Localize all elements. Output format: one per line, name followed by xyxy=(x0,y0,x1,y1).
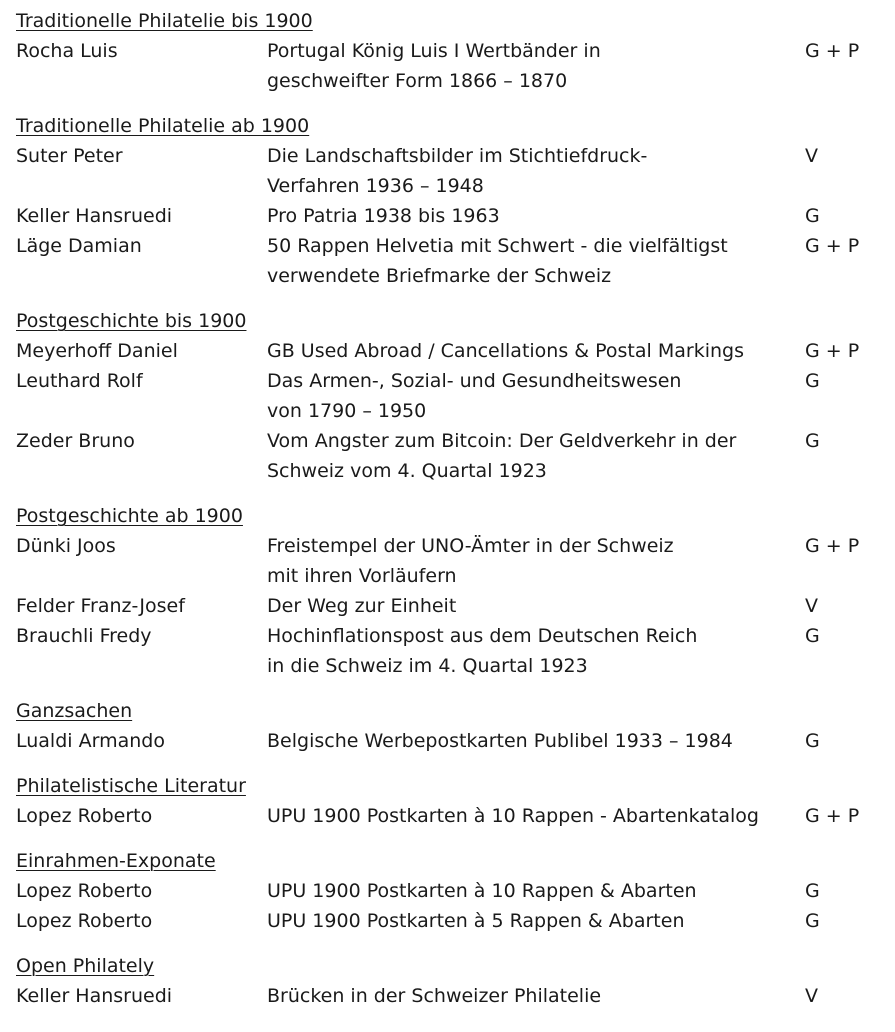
exhibitor-name: Keller Hansruedi xyxy=(16,985,173,1007)
award-code: G xyxy=(805,205,820,227)
exhibitor-name: Suter Peter xyxy=(16,145,123,167)
section-heading: Ganzsachen xyxy=(16,700,133,722)
exhibit-title xyxy=(267,726,805,756)
award-code: V xyxy=(805,985,818,1007)
section xyxy=(16,771,886,831)
award-code: G xyxy=(805,430,820,452)
exhibitor-name: Lopez Roberto xyxy=(16,805,153,827)
exhibitor-name: Leuthard Rolf xyxy=(16,370,143,392)
exhibit-title xyxy=(267,591,805,621)
award-code: G xyxy=(805,625,820,647)
exhibit-title-line: Portugal König Luis I Wertbänder in xyxy=(267,40,601,62)
section-heading: Traditionelle Philatelie ab 1900 xyxy=(16,115,310,137)
exhibit-title-line: Verfahren 1936 – 1948 xyxy=(267,175,484,197)
exhibit-title-line: Die Landschaftsbilder im Stichtiefdruck- xyxy=(267,145,648,167)
section xyxy=(16,6,886,96)
exhibit-title-line: UPU 1900 Postkarten à 10 Rappen - Abartenkatalog xyxy=(267,805,759,827)
section-heading: Philatelistische Literatur xyxy=(16,775,246,797)
exhibit-title xyxy=(267,621,805,681)
exhibit-entry xyxy=(16,981,886,1011)
exhibitor-name: Keller Hansruedi xyxy=(16,205,173,227)
exhibit-entry xyxy=(16,531,886,591)
section-heading: Open Philately xyxy=(16,955,155,977)
exhibitor-name: Dünki Joos xyxy=(16,535,116,557)
section-heading: Postgeschichte bis 1900 xyxy=(16,310,247,332)
section-heading: Postgeschichte ab 1900 xyxy=(16,505,243,527)
exhibitor-name: Lopez Roberto xyxy=(16,910,153,932)
award-code: G + P xyxy=(805,235,860,257)
exhibit-entry xyxy=(16,141,886,201)
exhibit-title-line: Pro Patria 1938 bis 1963 xyxy=(267,205,500,227)
exhibit-title xyxy=(267,141,805,201)
exhibit-title-line: Belgische Werbepostkarten Publibel 1933 – 1984 xyxy=(267,730,733,752)
exhibit-title xyxy=(267,231,805,291)
exhibit-entry xyxy=(16,36,886,96)
exhibitor-name: Meyerhoff Daniel xyxy=(16,340,178,362)
exhibit-title-line: 50 Rappen Helvetia mit Schwert - die vielfältigst xyxy=(267,235,728,257)
exhibit-title xyxy=(267,366,805,426)
exhibit-title xyxy=(267,801,805,831)
exhibit-title-line: von 1790 – 1950 xyxy=(267,400,427,422)
award-code: G + P xyxy=(805,340,860,362)
exhibit-title-line: geschweifter Form 1866 – 1870 xyxy=(267,70,568,92)
award-code: G xyxy=(805,880,820,902)
exhibitor-name: Brauchli Fredy xyxy=(16,625,152,647)
award-code: G xyxy=(805,910,820,932)
exhibit-title-line: UPU 1900 Postkarten à 5 Rappen & Abarten xyxy=(267,910,685,932)
exhibit-title-line: mit ihren Vorläufern xyxy=(267,565,457,587)
award-code: G xyxy=(805,370,820,392)
exhibitor-name: Lualdi Armando xyxy=(16,730,165,752)
exhibit-title-line: GB Used Abroad / Cancellations & Postal Markings xyxy=(267,340,744,362)
section-heading: Einrahmen-Exponate xyxy=(16,850,216,872)
exhibit-entry xyxy=(16,906,886,936)
exhibit-title-line: Das Armen-, Sozial- und Gesundheitswesen xyxy=(267,370,682,392)
exhibit-entry xyxy=(16,801,886,831)
exhibit-title-line: Vom Angster zum Bitcoin: Der Geldverkehr in der xyxy=(267,430,737,452)
exhibit-title xyxy=(267,426,805,486)
exhibit-title-line: Schweiz vom 4. Quartal 1923 xyxy=(267,460,547,482)
exhibit-entry xyxy=(16,726,886,756)
section xyxy=(16,951,886,1011)
exhibitor-name: Rocha Luis xyxy=(16,40,118,62)
exhibitor-name: Läge Damian xyxy=(16,235,142,257)
exhibit-entry xyxy=(16,366,886,426)
exhibitor-name: Lopez Roberto xyxy=(16,880,153,902)
awards-list xyxy=(16,6,886,1011)
exhibit-title xyxy=(267,336,805,366)
section xyxy=(16,846,886,936)
exhibit-title xyxy=(267,906,805,936)
exhibit-title-line: verwendete Briefmarke der Schweiz xyxy=(267,265,612,287)
exhibit-title-line: Freistempel der UNO-Ämter in der Schweiz xyxy=(267,535,674,557)
award-code: V xyxy=(805,145,818,167)
exhibit-entry xyxy=(16,201,886,231)
exhibitor-name: Felder Franz-Josef xyxy=(16,595,185,617)
exhibit-title xyxy=(267,36,805,96)
section xyxy=(16,696,886,756)
exhibit-entry xyxy=(16,876,886,906)
award-code: G + P xyxy=(805,805,860,827)
exhibit-title xyxy=(267,981,805,1011)
exhibitor-name: Zeder Bruno xyxy=(16,430,135,452)
exhibit-title xyxy=(267,201,805,231)
exhibit-entry xyxy=(16,591,886,621)
award-code: V xyxy=(805,595,818,617)
award-code: G xyxy=(805,730,820,752)
exhibit-entry xyxy=(16,426,886,486)
exhibit-title-line: Hochinflationspost aus dem Deutschen Reich xyxy=(267,625,698,647)
exhibit-title xyxy=(267,876,805,906)
exhibit-entry xyxy=(16,621,886,681)
award-code: G + P xyxy=(805,535,860,557)
section xyxy=(16,306,886,486)
exhibit-title-line: Der Weg zur Einheit xyxy=(267,595,457,617)
exhibit-entry xyxy=(16,336,886,366)
section xyxy=(16,501,886,681)
exhibit-title-line: UPU 1900 Postkarten à 10 Rappen & Abarten xyxy=(267,880,697,902)
exhibit-title xyxy=(267,531,805,591)
section-heading: Traditionelle Philatelie bis 1900 xyxy=(16,10,313,32)
award-code: G + P xyxy=(805,40,860,62)
exhibit-title-line: Brücken in der Schweizer Philatelie xyxy=(267,985,602,1007)
exhibit-title-line: in die Schweiz im 4. Quartal 1923 xyxy=(267,655,588,677)
exhibit-entry xyxy=(16,231,886,291)
section xyxy=(16,111,886,291)
